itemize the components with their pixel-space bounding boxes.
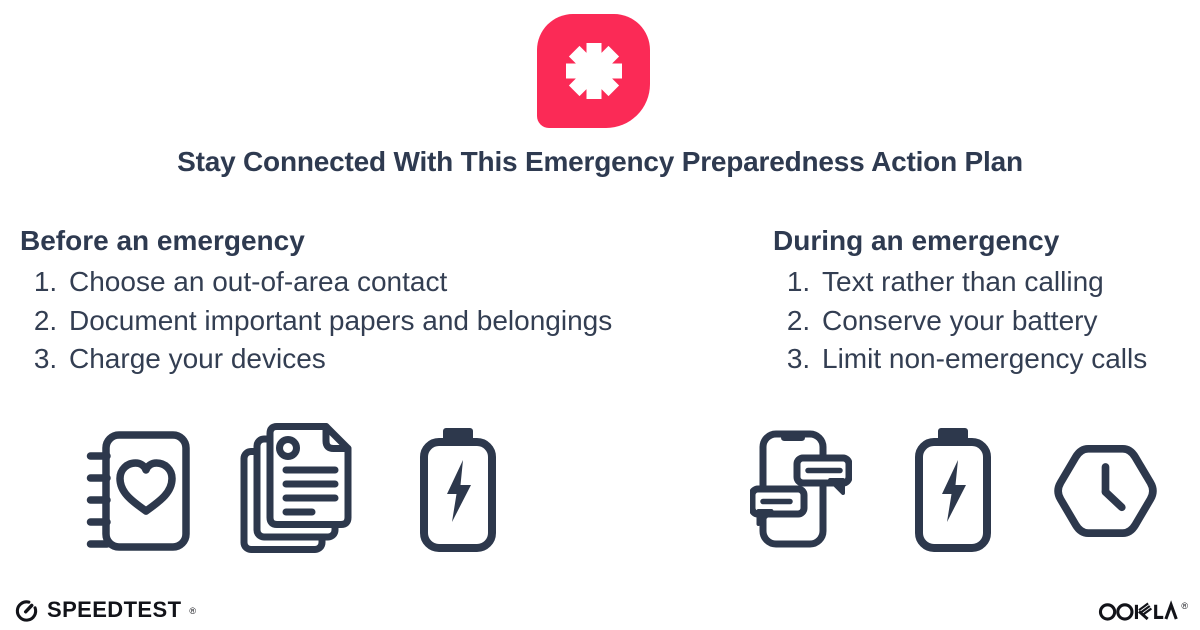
during-emergency-section (773, 221, 1193, 379)
list-item: 3. Charge your devices (65, 340, 730, 379)
list-item: 2. Document important papers and belongings (65, 302, 730, 341)
before-emergency-list (20, 263, 730, 379)
page-title: Stay Connected With This Emergency Preparedness Action Plan (177, 146, 1023, 177)
during-emergency-heading: During an emergency (773, 225, 1060, 256)
before-emergency-section (20, 221, 730, 379)
during-emergency-list (773, 263, 1193, 379)
documents-stack-icon (240, 423, 352, 555)
list-item: 2. Conserve your battery (818, 302, 1193, 341)
ookla-wordmark-icon (1098, 600, 1180, 622)
ookla-trademark: ® (1181, 601, 1188, 611)
ookla-logo (1098, 600, 1188, 622)
medical-asterisk-icon (564, 41, 624, 101)
battery-charge-icon (915, 428, 991, 552)
speedtest-logo (14, 597, 196, 623)
hexagon-clock-icon (1048, 437, 1163, 543)
before-emergency-heading: Before an emergency (20, 225, 305, 256)
list-item: 1. Text rather than calling (818, 263, 1193, 302)
list-item: 3. Limit non-emergency calls (818, 340, 1193, 379)
notebook-heart-icon (86, 430, 190, 552)
list-item: 1. Choose an out-of-area contact (65, 263, 730, 302)
speedtest-trademark: ® (189, 606, 197, 616)
emergency-badge (537, 14, 650, 128)
battery-charge-icon (420, 428, 496, 552)
speedtest-gauge-icon (14, 598, 39, 623)
phone-messages-icon (750, 430, 852, 548)
speedtest-wordmark: SPEEDTEST (47, 597, 182, 622)
